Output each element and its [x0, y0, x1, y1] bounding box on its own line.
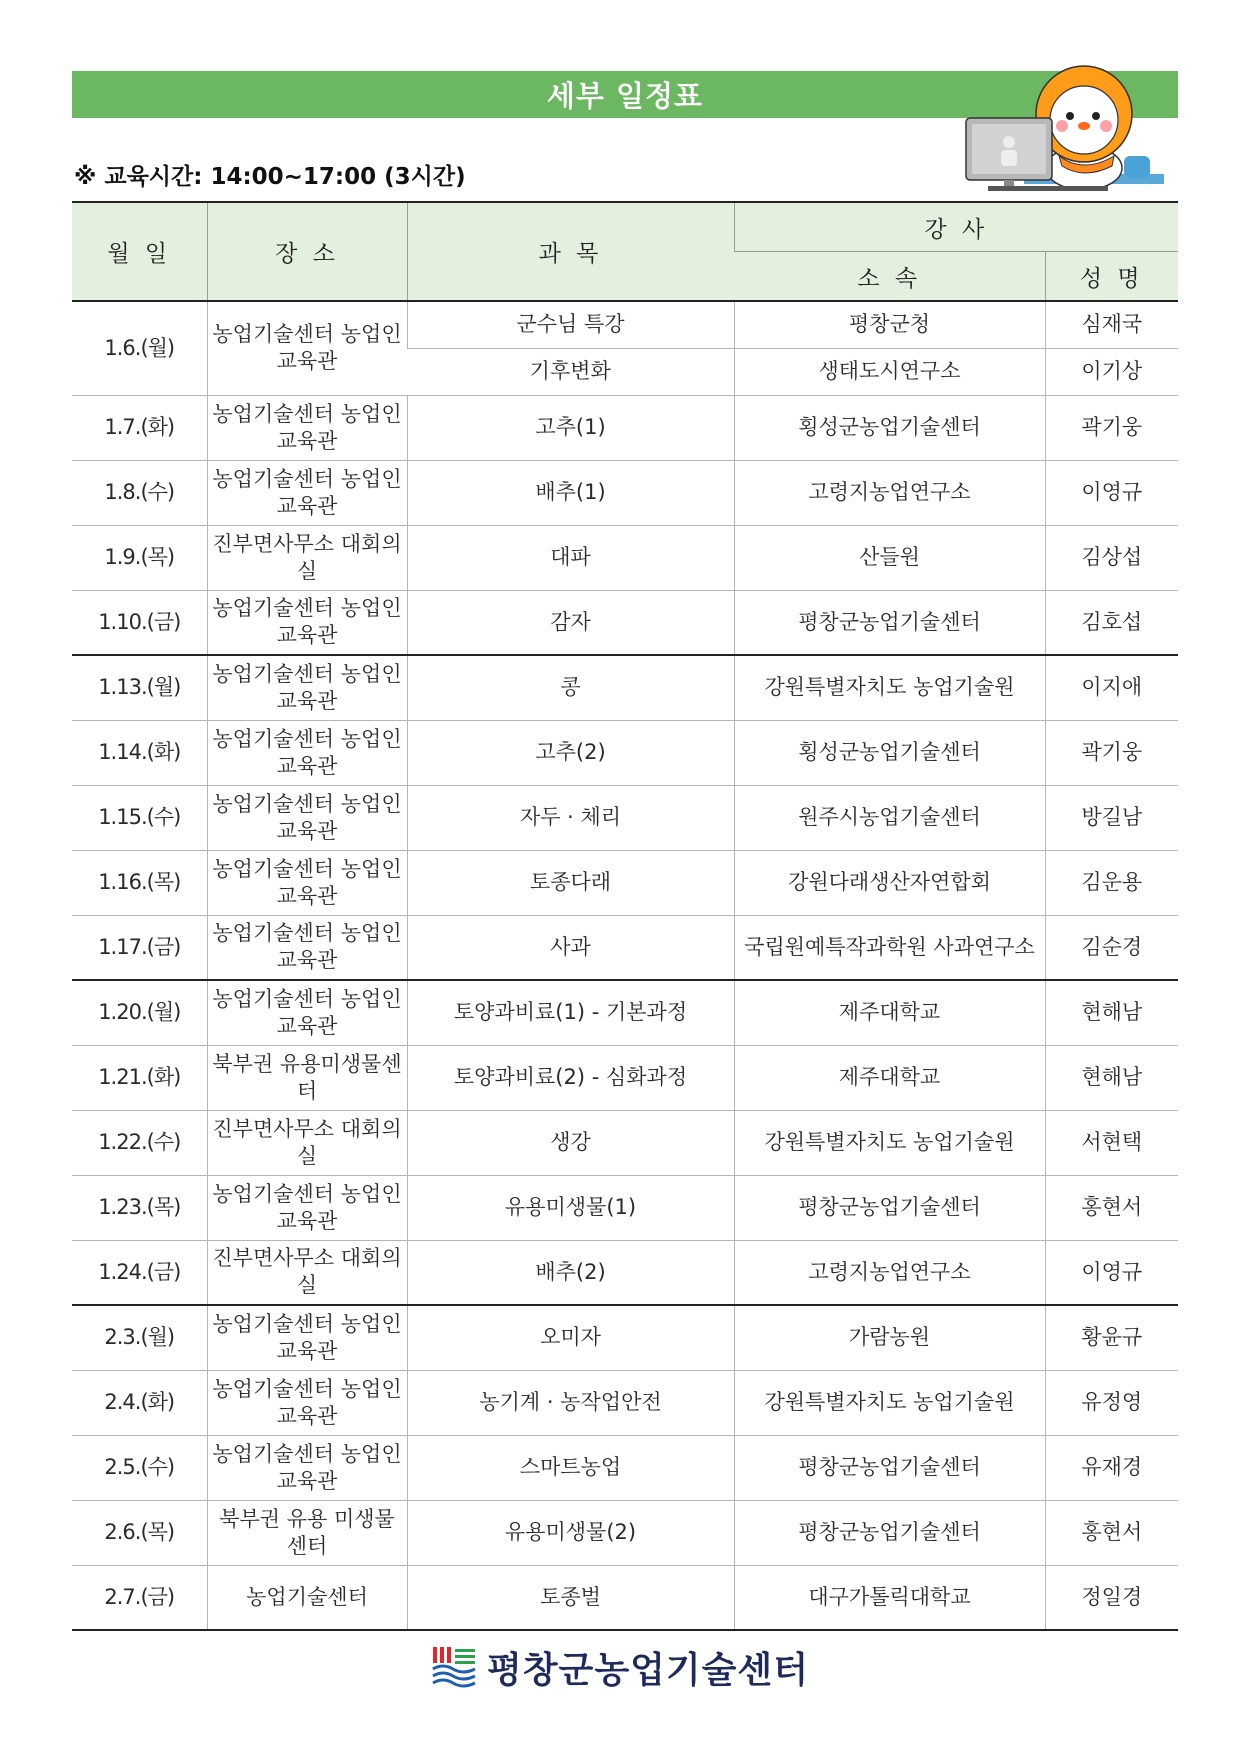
- row-subject: 고추(1): [407, 395, 734, 460]
- row-date: 1.23.(목): [72, 1175, 207, 1240]
- row-org: 평창군청: [734, 301, 1045, 348]
- table-row: [72, 1240, 1178, 1305]
- row-name: 김운용: [1045, 850, 1178, 915]
- header-subject: 과 목: [407, 202, 734, 301]
- table-row: [72, 1110, 1178, 1175]
- row-subject: 토종다래: [407, 850, 734, 915]
- footer-org-name: 평창군농업기술센터: [487, 1649, 809, 1691]
- row-subject: 대파: [407, 525, 734, 590]
- row-org: 평창군농업기술센터: [734, 590, 1045, 655]
- table-row: [72, 1370, 1178, 1435]
- row-place: 농업기술센터 농업인교육관: [207, 590, 407, 655]
- row-name: 서현택: [1045, 1110, 1178, 1175]
- row-place: 농업기술센터 농업인교육관: [207, 1435, 407, 1500]
- row-place: 농업기술센터 농업인교육관: [207, 720, 407, 785]
- row-subject: 배추(1): [407, 460, 734, 525]
- row-subject: 고추(2): [407, 720, 734, 785]
- row-date: 1.17.(금): [72, 915, 207, 980]
- row-name: 김호섭: [1045, 590, 1178, 655]
- row-subject: 토양과비료(1) - 기본과정: [407, 980, 734, 1045]
- header-instructor: 강 사: [734, 202, 1178, 252]
- row-name: 홍현서: [1045, 1175, 1178, 1240]
- row-date: 1.15.(수): [72, 785, 207, 850]
- row-date: 1.21.(화): [72, 1045, 207, 1110]
- row-place: 농업기술센터 농업인교육관: [207, 460, 407, 525]
- table-row: [72, 1305, 1178, 1370]
- row-org: 생태도시연구소: [734, 348, 1045, 395]
- row-org: 제주대학교: [734, 980, 1045, 1045]
- row-name: 이지애: [1045, 655, 1178, 720]
- row-place: 농업기술센터 농업인교육관: [207, 850, 407, 915]
- row-place: 농업기술센터 농업인교육관: [207, 1370, 407, 1435]
- row-place: 진부면사무소 대회의실: [207, 1110, 407, 1175]
- row-name: 곽기웅: [1045, 720, 1178, 785]
- row-date: 1.13.(월): [72, 655, 207, 720]
- header-date: 월 일: [72, 202, 207, 301]
- row-org: 평창군농업기술센터: [734, 1175, 1045, 1240]
- row-org: 평창군농업기술센터: [734, 1500, 1045, 1565]
- row-org: 강원다래생산자연합회: [734, 850, 1045, 915]
- pyeongchang-logo-icon: [431, 1645, 477, 1689]
- row-date: 2.4.(화): [72, 1370, 207, 1435]
- row-org: 제주대학교: [734, 1045, 1045, 1110]
- row-subject: 감자: [407, 590, 734, 655]
- row-subject: 토종벌: [407, 1565, 734, 1630]
- row-name: 황윤규: [1045, 1305, 1178, 1370]
- table-row: [72, 460, 1178, 525]
- row-place: 북부권 유용 미생물센터: [207, 1500, 407, 1565]
- row-subject: 콩: [407, 655, 734, 720]
- row-subject: 사과: [407, 915, 734, 980]
- row-date: 1.9.(목): [72, 525, 207, 590]
- row-date: 1.22.(수): [72, 1110, 207, 1175]
- header-org: 소 속: [734, 252, 1045, 302]
- row-name: 현해남: [1045, 1045, 1178, 1110]
- row-date: 1.6.(월): [72, 301, 207, 395]
- row-org: 산들원: [734, 525, 1045, 590]
- table-row: [72, 1045, 1178, 1110]
- table-row: [72, 980, 1178, 1045]
- row-name: 현해남: [1045, 980, 1178, 1045]
- row-org: 평창군농업기술센터: [734, 1435, 1045, 1500]
- header-name: 성 명: [1045, 252, 1178, 302]
- row-subject: 스마트농업: [407, 1435, 734, 1500]
- row-date: 2.5.(수): [72, 1435, 207, 1500]
- row-org: 강원특별자치도 농업기술원: [734, 655, 1045, 720]
- row-subject: 유용미생물(2): [407, 1500, 734, 1565]
- row-name: 심재국: [1045, 301, 1178, 348]
- row-date: 1.20.(월): [72, 980, 207, 1045]
- row-subject: 자두 · 체리: [407, 785, 734, 850]
- table-row: [72, 1500, 1178, 1565]
- row-name: 정일경: [1045, 1565, 1178, 1630]
- row-org: 고령지농업연구소: [734, 460, 1045, 525]
- row-org: 국립원예특작과학원 사과연구소: [734, 915, 1045, 980]
- row-name: 이영규: [1045, 1240, 1178, 1305]
- footer-logo: [0, 1642, 1240, 1692]
- row-date: 1.16.(목): [72, 850, 207, 915]
- row-date: 1.7.(화): [72, 395, 207, 460]
- row-place: 농업기술센터 농업인교육관: [207, 1305, 407, 1370]
- row-date: 1.8.(수): [72, 460, 207, 525]
- table-row: [72, 395, 1178, 460]
- table-row: [72, 655, 1178, 720]
- education-hours-note: ※ 교육시간: 14:00~17:00 (3시간): [74, 164, 466, 190]
- row-org: 고령지농업연구소: [734, 1240, 1045, 1305]
- row-org: 원주시농업기술센터: [734, 785, 1045, 850]
- mascot-illustration: [964, 56, 1164, 206]
- row-date: 1.24.(금): [72, 1240, 207, 1305]
- row-subject: 토양과비료(2) - 심화과정: [407, 1045, 734, 1110]
- row-place: 진부면사무소 대회의실: [207, 525, 407, 590]
- table-row: [72, 850, 1178, 915]
- row-name: 곽기웅: [1045, 395, 1178, 460]
- row-date: 2.7.(금): [72, 1565, 207, 1630]
- row-date: 2.3.(월): [72, 1305, 207, 1370]
- row-date: 2.6.(목): [72, 1500, 207, 1565]
- row-name: 홍현서: [1045, 1500, 1178, 1565]
- table-row: [72, 301, 1178, 348]
- row-name: 김상섭: [1045, 525, 1178, 590]
- table-body: [72, 301, 1178, 1630]
- row-org: 강원특별자치도 농업기술원: [734, 1110, 1045, 1175]
- header-place: 장 소: [207, 202, 407, 301]
- table-row: [72, 525, 1178, 590]
- row-name: 이기상: [1045, 348, 1178, 395]
- row-place: 농업기술센터 농업인교육관: [207, 301, 407, 395]
- row-date: 1.10.(금): [72, 590, 207, 655]
- row-subject: 배추(2): [407, 1240, 734, 1305]
- row-name: 방길남: [1045, 785, 1178, 850]
- row-name: 유재경: [1045, 1435, 1178, 1500]
- schedule-table: [72, 201, 1178, 1631]
- table-row: [72, 915, 1178, 980]
- table-row: [72, 720, 1178, 785]
- page-title-text: 세부 일정표: [546, 79, 704, 113]
- row-name: 유정영: [1045, 1370, 1178, 1435]
- row-place: 농업기술센터: [207, 1565, 407, 1630]
- table-row: [72, 590, 1178, 655]
- row-place: 북부권 유용미생물센터: [207, 1045, 407, 1110]
- table-row: [72, 785, 1178, 850]
- row-place: 농업기술센터 농업인교육관: [207, 785, 407, 850]
- row-place: 농업기술센터 농업인교육관: [207, 395, 407, 460]
- row-org: 횡성군농업기술센터: [734, 395, 1045, 460]
- row-subject: 농기계 · 농작업안전: [407, 1370, 734, 1435]
- row-name: 이영규: [1045, 460, 1178, 525]
- table-header: [72, 202, 1178, 301]
- row-org: 강원특별자치도 농업기술원: [734, 1370, 1045, 1435]
- row-org: 횡성군농업기술센터: [734, 720, 1045, 785]
- row-subject: 군수님 특강: [407, 301, 734, 348]
- row-place: 농업기술센터 농업인교육관: [207, 915, 407, 980]
- row-date: 1.14.(화): [72, 720, 207, 785]
- row-place: 진부면사무소 대회의실: [207, 1240, 407, 1305]
- row-subject: 오미자: [407, 1305, 734, 1370]
- table-row: [72, 1435, 1178, 1500]
- table-row: [72, 1565, 1178, 1630]
- row-subject: 생강: [407, 1110, 734, 1175]
- row-subject: 유용미생물(1): [407, 1175, 734, 1240]
- table-row: [72, 1175, 1178, 1240]
- row-subject: 기후변화: [407, 348, 734, 395]
- row-place: 농업기술센터 농업인교육관: [207, 980, 407, 1045]
- row-place: 농업기술센터 농업인교육관: [207, 1175, 407, 1240]
- row-org: 가람농원: [734, 1305, 1045, 1370]
- row-place: 농업기술센터 농업인교육관: [207, 655, 407, 720]
- row-org: 대구가톨릭대학교: [734, 1565, 1045, 1630]
- row-name: 김순경: [1045, 915, 1178, 980]
